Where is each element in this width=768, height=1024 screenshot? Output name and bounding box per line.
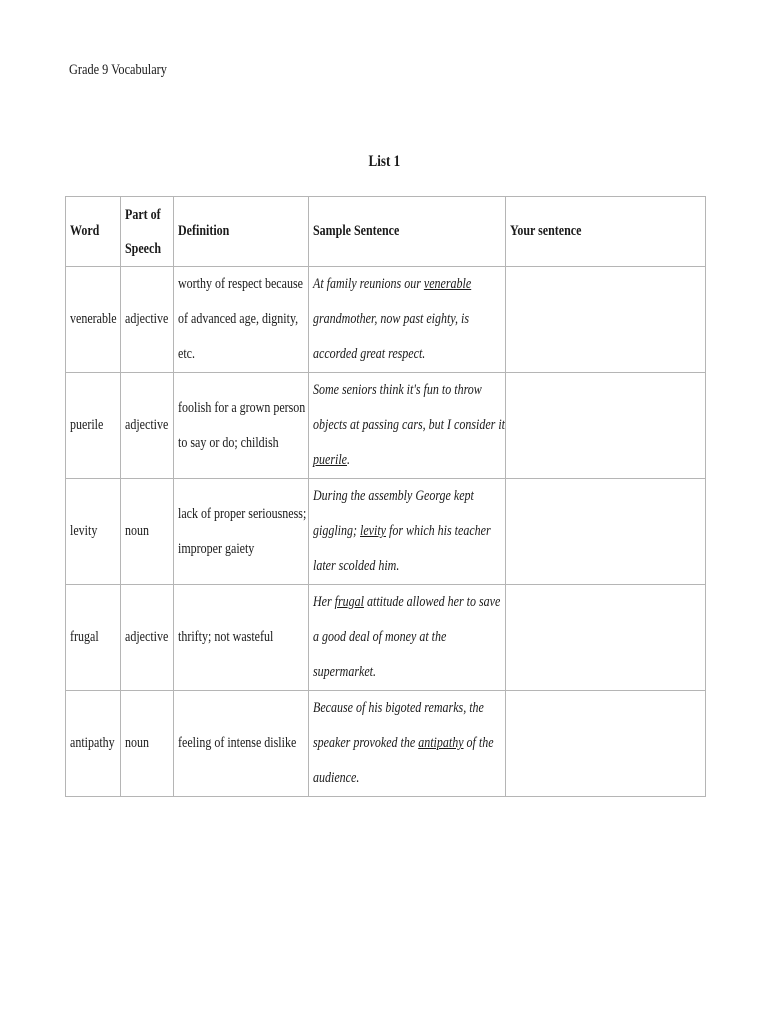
sample-sentence-cell: Her frugal attitude allowed her to save a good deal of money at the supermarket. — [309, 585, 506, 691]
part-of-speech-cell: adjective — [121, 585, 174, 691]
sample-sentence-cell: Because of his bigoted remarks, the speaker provoked the antipathy of the audience. — [309, 691, 506, 797]
part-of-speech-cell: adjective — [121, 267, 174, 373]
word-cell: antipathy — [66, 691, 121, 797]
word-cell: frugal — [66, 585, 121, 691]
your-sentence-cell[interactable] — [506, 479, 706, 585]
document-header: Grade 9 Vocabulary — [69, 62, 167, 78]
vocab-word-highlight: venerable — [423, 276, 472, 292]
sample-sentence-cell: At family reunions our venerable grandmother, now past eighty, is accorded great respect. — [309, 267, 506, 373]
part-of-speech-cell: noun — [121, 691, 174, 797]
column-header-word: Word — [66, 197, 121, 267]
vocab-word-highlight: frugal — [334, 594, 365, 610]
definition-cell: foolish for a grown person to say or do; childish — [174, 373, 309, 479]
definition-cell: lack of proper seriousness; improper gaiety — [174, 479, 309, 585]
definition-cell: feeling of intense dislike — [174, 691, 309, 797]
your-sentence-cell[interactable] — [506, 691, 706, 797]
table-row — [66, 267, 706, 373]
word-cell: puerile — [66, 373, 121, 479]
table-row — [66, 373, 706, 479]
list-title-text: List 1 — [368, 153, 400, 170]
word-cell: levity — [66, 479, 121, 585]
your-sentence-cell[interactable] — [506, 585, 706, 691]
table-header-row — [66, 197, 706, 267]
table-row — [66, 585, 706, 691]
column-header-part-of-speech: Part of Speech — [121, 197, 174, 267]
your-sentence-cell[interactable] — [506, 373, 706, 479]
column-header-sample-sentence: Sample Sentence — [309, 197, 506, 267]
part-of-speech-cell: adjective — [121, 373, 174, 479]
column-header-your-sentence: Your sentence — [506, 197, 706, 267]
word-cell: venerable — [66, 267, 121, 373]
sample-sentence-cell: Some seniors think it's fun to throw objects at passing cars, but I consider it puerile. — [309, 373, 506, 479]
vocabulary-table — [65, 196, 706, 797]
part-of-speech-cell: noun — [121, 479, 174, 585]
list-title — [0, 153, 768, 171]
your-sentence-cell[interactable] — [506, 267, 706, 373]
sample-sentence-cell: During the assembly George kept giggling; levity for which his teacher later scolded him. — [309, 479, 506, 585]
definition-cell: worthy of respect because of advanced age, dignity, etc. — [174, 267, 309, 373]
vocab-word-highlight: puerile — [313, 452, 347, 468]
definition-cell: thrifty; not wasteful — [174, 585, 309, 691]
table-row — [66, 691, 706, 797]
vocab-word-highlight: antipathy — [418, 735, 464, 751]
column-header-definition: Definition — [174, 197, 309, 267]
vocab-word-highlight: levity — [360, 523, 386, 539]
table-row — [66, 479, 706, 585]
